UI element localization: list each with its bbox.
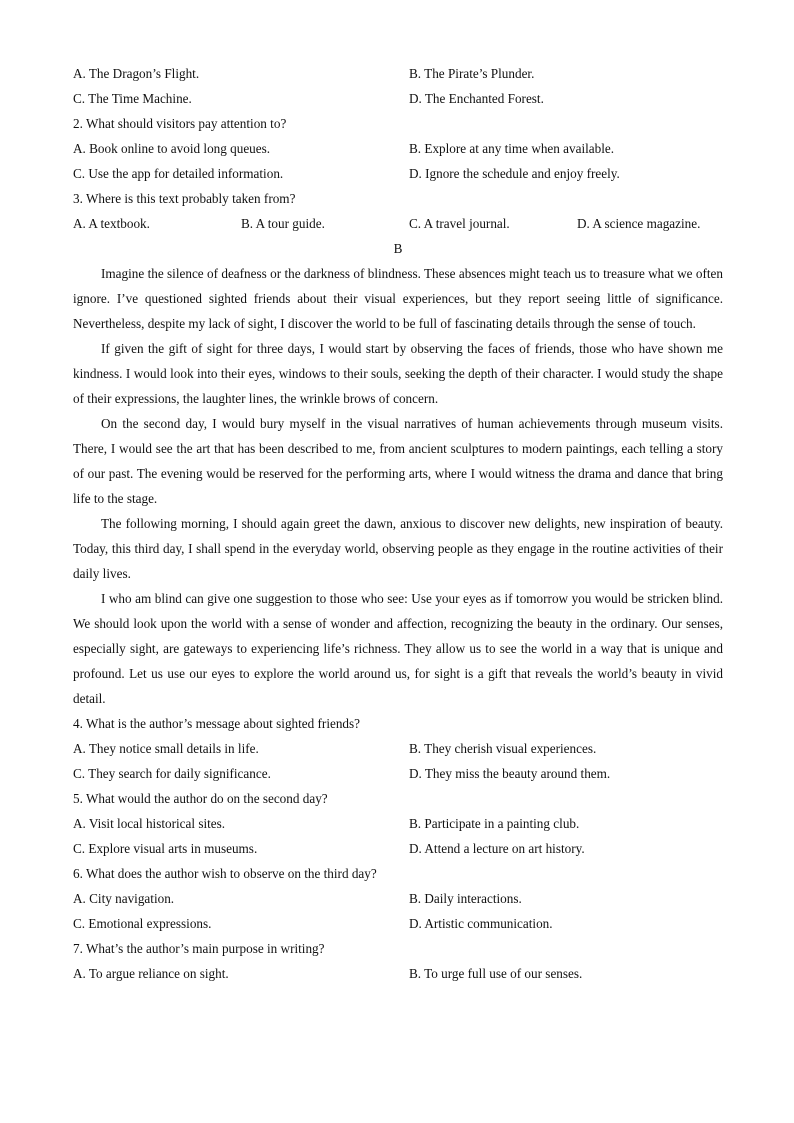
q7-option-a: A. To argue reliance on sight.: [73, 966, 229, 981]
q2-option-c: C. Use the app for detailed information.: [73, 166, 284, 181]
q1-option-b: B. The Pirate’s Plunder.: [409, 66, 535, 81]
q2-option-d: D. Ignore the schedule and enjoy freely.: [409, 166, 620, 181]
q1-option-c: C. The Time Machine.: [73, 91, 192, 106]
q7-question: 7. What’s the author’s main purpose in writing?: [73, 941, 325, 956]
q6-options-row-1: [73, 886, 723, 911]
q2-option-a: A. Book online to avoid long queues.: [73, 141, 271, 156]
section-b-heading: B: [393, 241, 403, 256]
q1-option-a: A. The Dragon’s Flight.: [73, 66, 200, 81]
q6-option-c: C. Emotional expressions.: [73, 916, 212, 931]
q1-option-d: D. The Enchanted Forest.: [409, 91, 544, 106]
q5-option-b: B. Participate in a painting club.: [409, 816, 580, 831]
q1-options-row-2: [73, 86, 723, 111]
q2-options-row-2: [73, 161, 723, 186]
q6-options-row-2: [73, 911, 723, 936]
q5-question: 5. What would the author do on the second day?: [73, 791, 328, 806]
q3-option-a: A. A textbook.: [73, 216, 150, 231]
q3-question: 3. Where is this text probably taken from?: [73, 191, 296, 206]
q1-options-row-1: [73, 61, 723, 86]
q3-options-row: [73, 211, 723, 236]
q4-option-b: B. They cherish visual experiences.: [409, 741, 597, 756]
q6-option-a: A. City navigation.: [73, 891, 175, 906]
q5-option-a: A. Visit local historical sites.: [73, 816, 226, 831]
q3-option-b: B. A tour guide.: [241, 216, 325, 231]
q4-option-a: A. They notice small details in life.: [73, 741, 259, 756]
q3-option-c: C. A travel journal.: [409, 216, 510, 231]
q7-options-row-1: [73, 961, 723, 986]
passage-paragraph-1: Imagine the silence of deafness or the darkness of blindness. These absences might teach us to treasure what we often ignore. I’ve questioned sighted friends about their visual experiences, but they report seeing little of significance. Nevertheless, despite my lack of sight, I discover the world to be full of fascinating details through the sense of touch.: [73, 266, 723, 331]
passage-paragraph-5: I who am blind can give one suggestion to those who see: Use your eyes as if tomorrow you would be stricken blind. We should look upon the world with a sense of wonder and affection, recognizing the beauty in the ordinary. Our senses, especially sight, are gateways to experiencing life’s richness. They allow us to see the world in a way that is unique and profound. Let us use our eyes to explore the world around us, for sight is a gift that reveals the world’s beauty in vivid detail.: [73, 591, 723, 706]
q6-option-b: B. Daily interactions.: [409, 891, 522, 906]
q7-option-b: B. To urge full use of our senses.: [409, 966, 583, 981]
q4-option-d: D. They miss the beauty around them.: [409, 766, 611, 781]
passage-paragraph-2: If given the gift of sight for three days, I would start by observing the faces of friends, those who have shown me kindness. I would look into their eyes, windows to their souls, seeking the depth of their character. I would study the shape of their expressions, the laughter lines, the wrinkle brows of concern.: [73, 341, 723, 406]
q5-option-d: D. Attend a lecture on art history.: [409, 841, 585, 856]
q5-options-row-2: [73, 836, 723, 861]
q5-options-row-1: [73, 811, 723, 836]
q3-option-d: D. A science magazine.: [577, 216, 701, 231]
q4-options-row-1: [73, 736, 723, 761]
q6-option-d: D. Artistic communication.: [409, 916, 553, 931]
q6-question: 6. What does the author wish to observe on the third day?: [73, 866, 377, 881]
exam-page: [73, 61, 723, 986]
q4-options-row-2: [73, 761, 723, 786]
passage-paragraph-4: The following morning, I should again greet the dawn, anxious to discover new delights, new inspiration of beauty. Today, this third day, I shall spend in the everyday world, observing people as they engage in the routine activities of their daily lives.: [73, 516, 723, 581]
q2-question: 2. What should visitors pay attention to?: [73, 116, 287, 131]
passage-paragraph-3: On the second day, I would bury myself in the visual narratives of human achievements through museum visits. There, I would see the art that has been described to me, from ancient sculptures to modern paintings, each telling a story of our past. The evening would be reserved for the performing arts, where I would witness the drama and dance that bring life to the stage.: [73, 416, 723, 506]
q2-options-row-1: [73, 136, 723, 161]
q4-option-c: C. They search for daily significance.: [73, 766, 271, 781]
q2-option-b: B. Explore at any time when available.: [409, 141, 615, 156]
q4-question: 4. What is the author’s message about sighted friends?: [73, 716, 361, 731]
q5-option-c: C. Explore visual arts in museums.: [73, 841, 258, 856]
